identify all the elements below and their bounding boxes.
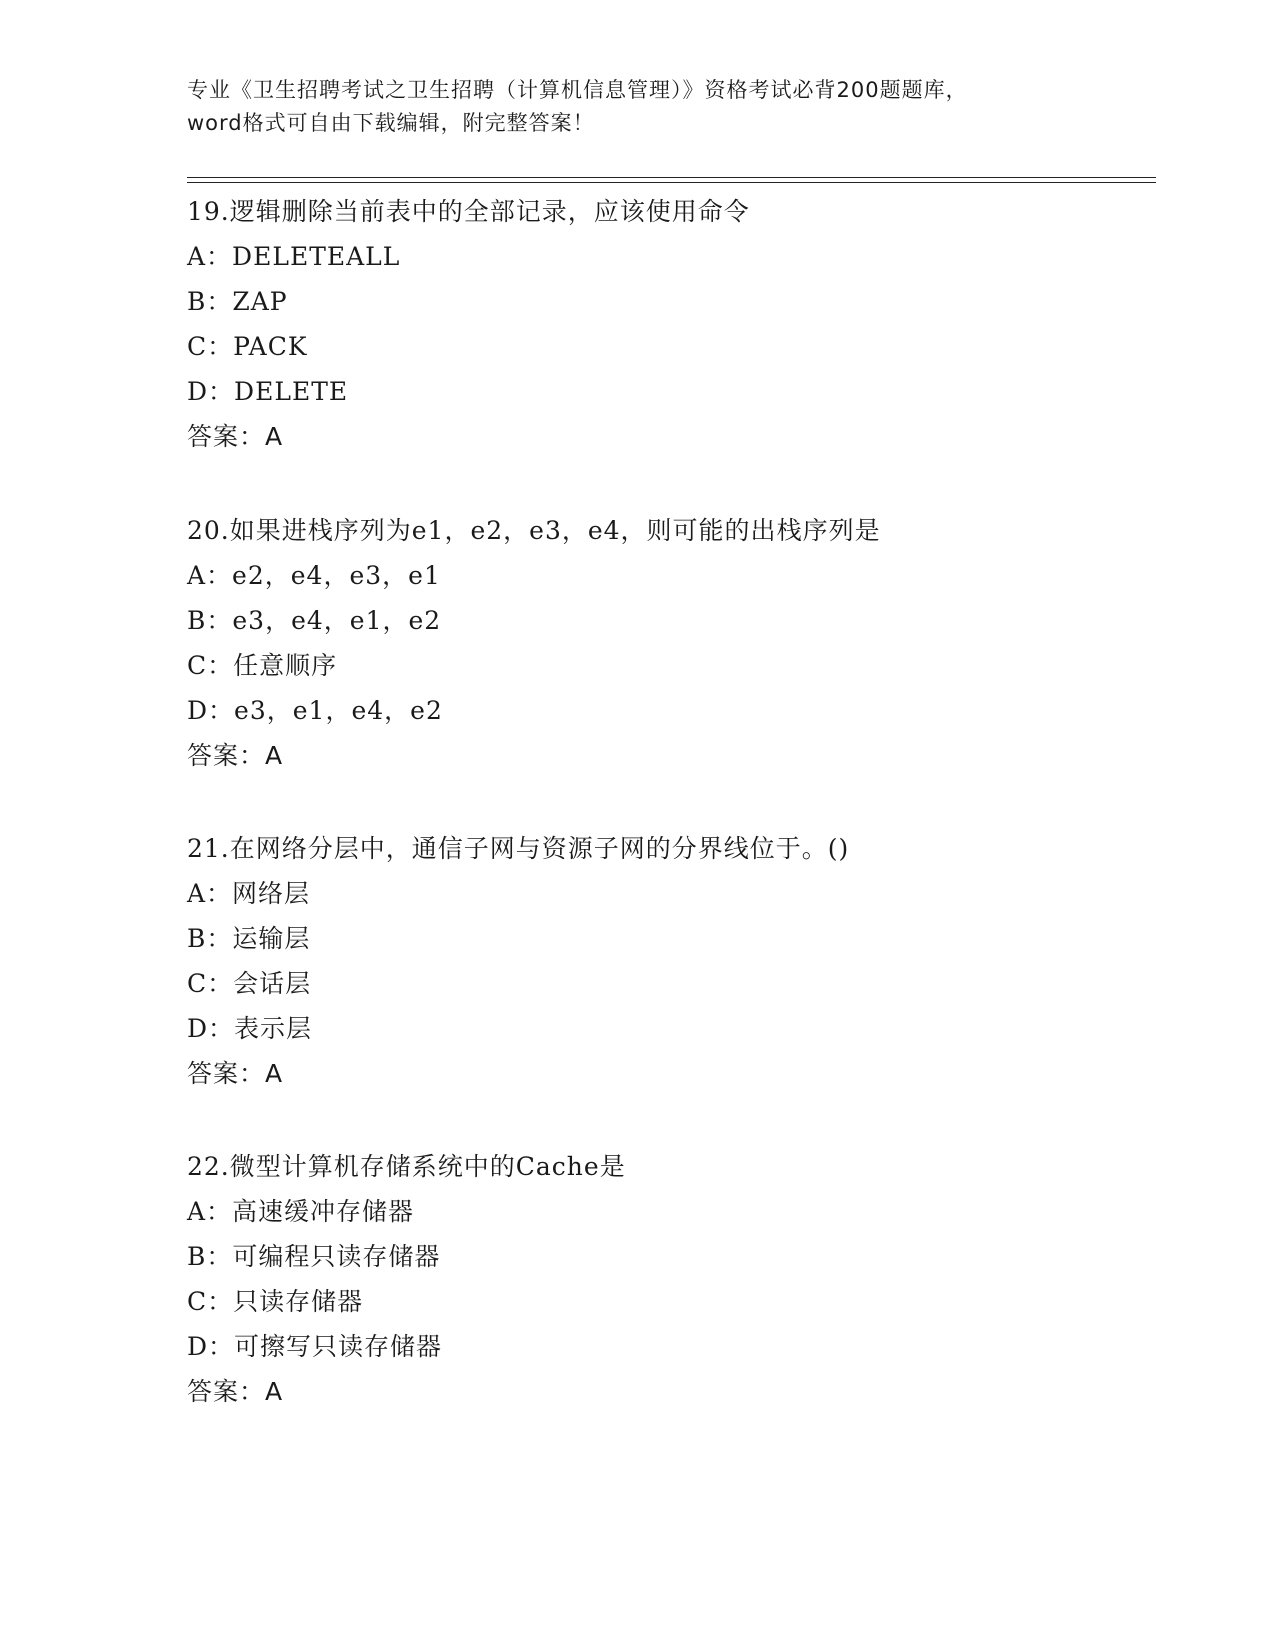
option-c: C：只读存储器 [187,1287,364,1316]
answer-line: 答案：A [187,741,284,770]
question-stem: 19.逻辑删除当前表中的全部记录，应该使用命令 [187,197,750,226]
question-stem: 21.在网络分层中，通信子网与资源子网的分界线位于。() [187,834,850,863]
question-20 [187,508,1147,778]
header-line-2: word格式可自由下载编辑，附完整答案！ [187,111,595,135]
option-d: D：表示层 [187,1014,313,1043]
question-stem: 20.如果进栈序列为e1，e2，e3，e4，则可能的出栈序列是 [187,516,881,545]
option-c: C：会话层 [187,969,312,998]
header-divider-top [187,177,1156,178]
question-22 [187,1144,1147,1414]
question-21 [187,826,1147,1096]
option-c: C：PACK [187,332,308,361]
option-b: B：运输层 [187,924,311,953]
option-b: B：可编程只读存储器 [187,1242,441,1271]
option-a: A：网络层 [187,879,311,908]
option-b: B：ZAP [187,287,288,316]
header-line-1: 专业《卫生招聘考试之卫生招聘（计算机信息管理）》资格考试必背200题题库， [187,78,968,102]
option-a: A：e2，e4，e3，e1 [187,561,441,590]
answer-line: 答案：A [187,1059,284,1088]
option-d: D：DELETE [187,377,349,406]
answer-line: 答案：A [187,1377,284,1406]
question-19 [187,189,1147,459]
option-a: A：高速缓冲存储器 [187,1197,415,1226]
document-header [187,74,1087,140]
header-divider-bottom [187,182,1156,183]
question-stem: 22.微型计算机存储系统中的Cache是 [187,1152,626,1181]
option-a: A：DELETEALL [187,242,401,271]
answer-line: 答案：A [187,422,284,451]
option-d: D：e3，e1，e4，e2 [187,696,443,725]
option-c: C：任意顺序 [187,651,338,680]
option-d: D：可擦写只读存储器 [187,1332,443,1361]
option-b: B：e3，e4，e1，e2 [187,606,442,635]
